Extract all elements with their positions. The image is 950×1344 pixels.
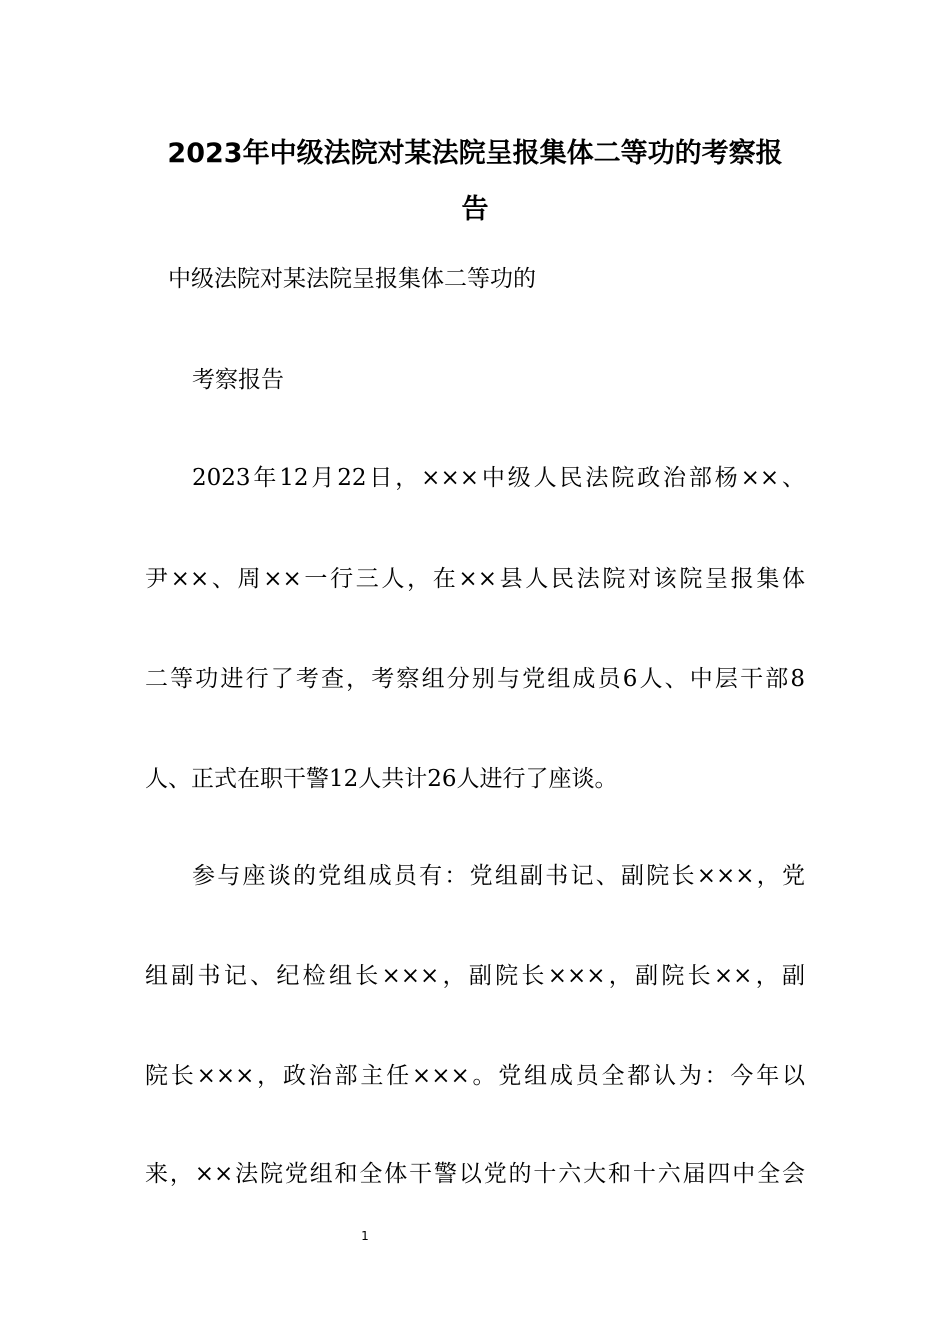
paragraph-line: 院长×××，政治部主任×××。党组成员全都认为：今年以 — [145, 1063, 805, 1089]
subtitle-line-1: 中级法院对某法院呈报集体二等功的 — [168, 266, 536, 292]
document-title-line-2: 告 — [461, 194, 489, 225]
paragraph-line: 二等功进行了考查，考察组分别与党组成员6人、中层干部8 — [145, 666, 805, 692]
paragraph-line: 参与座谈的党组成员有：党组副书记、副院长×××，党 — [192, 863, 805, 889]
paragraph-line: 人、正式在职干警12人共计26人进行了座谈。 — [145, 766, 618, 792]
paragraph-line: 2023年12月22日，×××中级人民法院政治部杨××、 — [192, 465, 805, 491]
subtitle-line-2: 考察报告 — [192, 367, 284, 393]
paragraph-line: 组副书记、纪检组长×××，副院长×××，副院长××，副 — [145, 963, 805, 989]
document-title-line-1: 2023年中级法院对某法院呈报集体二等功的考察报 — [167, 138, 783, 169]
paragraph-line: 尹××、周××一行三人，在××县人民法院对该院呈报集体 — [145, 566, 805, 592]
paragraph-line: 来，××法院党组和全体干警以党的十六大和十六届四中全会 — [145, 1161, 805, 1187]
page-number: 1 — [361, 1229, 369, 1243]
